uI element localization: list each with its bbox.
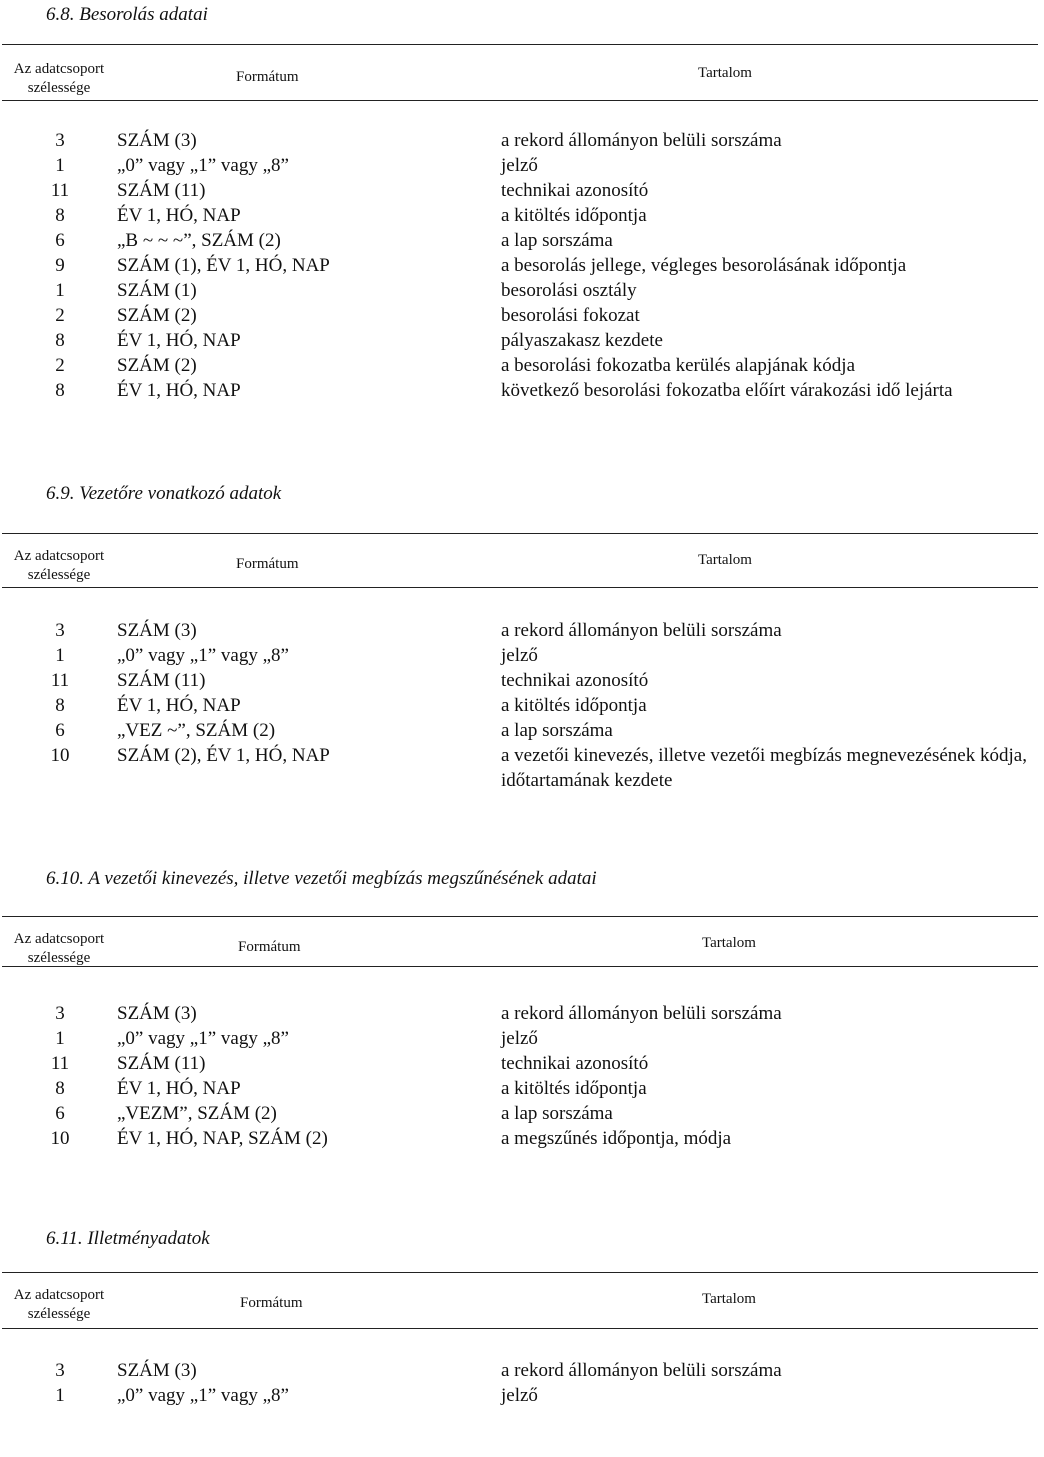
table-row	[0, 128, 1044, 153]
cell-content: a kitöltés időpontja	[501, 1078, 647, 1099]
table-body	[0, 618, 1044, 793]
cell-content: a lap sorszáma	[501, 1103, 613, 1124]
column-header-content: Tartalom	[702, 1291, 756, 1307]
cell-format: SZÁM (2)	[117, 305, 197, 326]
cell-width: 10	[50, 745, 70, 766]
cell-width: 10	[50, 1128, 70, 1149]
table-row	[0, 693, 1044, 718]
cell-format: SZÁM (11)	[117, 180, 206, 201]
table-row	[0, 1026, 1044, 1051]
cell-content: a rekord állományon belüli sorszáma	[501, 1003, 782, 1024]
cell-format: „0” vagy „1” vagy „8”	[117, 1385, 289, 1406]
table-row	[0, 153, 1044, 178]
cell-content: besorolási fokozat	[501, 305, 640, 326]
cell-content: a rekord állományon belüli sorszáma	[501, 1360, 782, 1381]
table-row	[0, 718, 1044, 743]
cell-format: SZÁM (11)	[117, 670, 206, 691]
cell-format: SZÁM (3)	[117, 1003, 197, 1024]
column-header-width: Az adatcsoport szélessége	[13, 548, 105, 583]
column-header-width: Az adatcsoport szélessége	[13, 61, 105, 96]
cell-format: ÉV 1, HÓ, NAP	[117, 330, 241, 351]
table-row	[0, 1076, 1044, 1101]
cell-content: jelző	[501, 155, 538, 176]
cell-format: ÉV 1, HÓ, NAP	[117, 205, 241, 226]
table-row	[0, 178, 1044, 203]
cell-content: a rekord állományon belüli sorszáma	[501, 130, 782, 151]
section-title: 6.8. Besorolás adatai	[46, 4, 208, 25]
table-header-rule	[2, 966, 1038, 967]
cell-content: pályaszakasz kezdete	[501, 330, 663, 351]
table-header-rule	[2, 100, 1038, 101]
table-row	[0, 303, 1044, 328]
table-body	[0, 1358, 1044, 1408]
column-header-content: Tartalom	[698, 65, 752, 81]
table-top-rule	[2, 533, 1038, 534]
cell-width: 3	[55, 620, 65, 641]
table-row	[0, 1051, 1044, 1076]
cell-format: SZÁM (1), ÉV 1, HÓ, NAP	[117, 255, 330, 276]
cell-content: a lap sorszáma	[501, 720, 613, 741]
cell-content: jelző	[501, 645, 538, 666]
cell-content: következő besorolási fokozatba előírt várakozási idő lejárta	[501, 380, 953, 401]
table-header-rule	[2, 1328, 1038, 1329]
column-header-content: Tartalom	[702, 935, 756, 951]
cell-format: „VEZM”, SZÁM (2)	[117, 1103, 277, 1124]
column-header-format: Formátum	[238, 939, 301, 955]
cell-content: a rekord állományon belüli sorszáma	[501, 620, 782, 641]
cell-content: besorolási osztály	[501, 280, 637, 301]
table-row	[0, 1001, 1044, 1026]
cell-content: technikai azonosító	[501, 1053, 649, 1074]
cell-format: SZÁM (3)	[117, 620, 197, 641]
cell-content: a megszűnés időpontja, módja	[501, 1128, 732, 1149]
cell-content: a kitöltés időpontja	[501, 695, 647, 716]
column-header-format: Formátum	[236, 69, 299, 85]
cell-content: a besorolási fokozatba kerülés alapjának kódja	[501, 355, 855, 376]
column-header-width: Az adatcsoport szélessége	[13, 1287, 105, 1322]
cell-format: SZÁM (3)	[117, 1360, 197, 1381]
table-row	[0, 328, 1044, 353]
cell-content: jelző	[501, 1385, 538, 1406]
table-row	[0, 1126, 1044, 1151]
cell-format: „VEZ ~”, SZÁM (2)	[117, 720, 276, 741]
cell-format: ÉV 1, HÓ, NAP	[117, 1078, 241, 1099]
cell-format: ÉV 1, HÓ, NAP	[117, 695, 241, 716]
cell-width: 9	[55, 255, 65, 276]
cell-width: 1	[55, 1385, 65, 1406]
column-header-format: Formátum	[240, 1295, 303, 1311]
table-body	[0, 128, 1044, 403]
cell-content: technikai azonosító	[501, 670, 649, 691]
cell-content: a lap sorszáma	[501, 230, 613, 251]
table-row	[0, 278, 1044, 303]
table-row	[0, 618, 1044, 643]
cell-format: SZÁM (2)	[117, 355, 197, 376]
cell-width: 3	[55, 1003, 65, 1024]
cell-format: SZÁM (11)	[117, 1053, 206, 1074]
cell-width: 8	[55, 330, 65, 351]
cell-width: 3	[55, 1360, 65, 1381]
cell-format: ÉV 1, HÓ, NAP	[117, 380, 241, 401]
cell-format: „0” vagy „1” vagy „8”	[117, 155, 289, 176]
table-header-rule	[2, 587, 1038, 588]
cell-width: 6	[55, 720, 65, 741]
table-body	[0, 1001, 1044, 1151]
cell-width: 8	[55, 695, 65, 716]
table-row	[0, 378, 1044, 403]
table-top-rule	[2, 1272, 1038, 1273]
cell-width: 11	[50, 180, 70, 201]
column-header-format: Formátum	[236, 556, 299, 572]
table-row	[0, 743, 1044, 793]
cell-width: 8	[55, 205, 65, 226]
cell-width: 8	[55, 380, 65, 401]
cell-width: 6	[55, 1103, 65, 1124]
cell-width: 1	[55, 645, 65, 666]
table-top-rule	[2, 916, 1038, 917]
cell-width: 11	[50, 1053, 70, 1074]
cell-format: „0” vagy „1” vagy „8”	[117, 645, 289, 666]
section-title: 6.10. A vezetői kinevezés, illetve vezetői megbízás megszűnésének adatai	[46, 868, 597, 889]
cell-content: a besorolás jellege, végleges besorolásának időpontja	[501, 255, 907, 276]
column-header-content: Tartalom	[698, 552, 752, 568]
cell-content: jelző	[501, 1028, 538, 1049]
cell-content: a vezetői kinevezés, illetve vezetői megbízás megnevezésének kódja, időtartamának kezdete	[501, 745, 1027, 791]
cell-format: SZÁM (1)	[117, 280, 197, 301]
table-row	[0, 1383, 1044, 1408]
cell-content: technikai azonosító	[501, 180, 649, 201]
table-row	[0, 668, 1044, 693]
cell-width: 8	[55, 1078, 65, 1099]
cell-width: 3	[55, 130, 65, 151]
column-header-width: Az adatcsoport szélessége	[13, 931, 105, 966]
table-row	[0, 643, 1044, 668]
table-row	[0, 1358, 1044, 1383]
table-top-rule	[2, 44, 1038, 45]
table-row	[0, 228, 1044, 253]
table-row	[0, 1101, 1044, 1126]
cell-width: 1	[55, 1028, 65, 1049]
cell-format: „B ~ ~ ~”, SZÁM (2)	[117, 230, 281, 251]
cell-format: „0” vagy „1” vagy „8”	[117, 1028, 289, 1049]
cell-width: 2	[55, 355, 65, 376]
cell-width: 2	[55, 305, 65, 326]
cell-width: 1	[55, 280, 65, 301]
cell-width: 11	[50, 670, 70, 691]
cell-width: 6	[55, 230, 65, 251]
cell-format: ÉV 1, HÓ, NAP, SZÁM (2)	[117, 1128, 328, 1149]
cell-format: SZÁM (2), ÉV 1, HÓ, NAP	[117, 745, 330, 766]
section-title: 6.9. Vezetőre vonatkozó adatok	[46, 483, 282, 504]
cell-format: SZÁM (3)	[117, 130, 197, 151]
table-row	[0, 353, 1044, 378]
cell-content: a kitöltés időpontja	[501, 205, 647, 226]
table-row	[0, 203, 1044, 228]
section-title: 6.11. Illetményadatok	[46, 1228, 210, 1249]
cell-width: 1	[55, 155, 65, 176]
table-row	[0, 253, 1044, 278]
